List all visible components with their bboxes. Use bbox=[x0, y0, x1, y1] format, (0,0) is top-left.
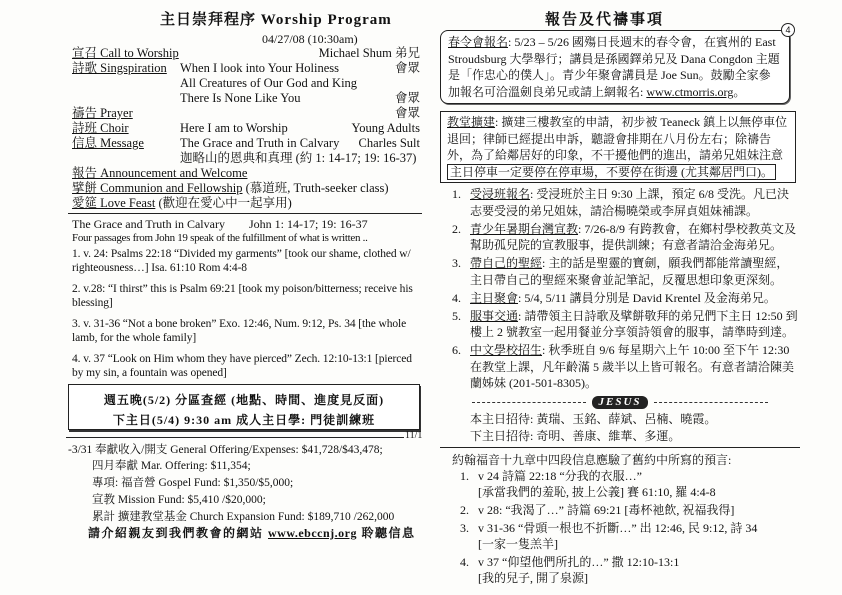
spring-retreat-text: : 5/23 – 5/26 國殤日長週末的春令會，在賓州的 East Stroudsburg 大學舉行；講員是孫國鐸弟兄及 Dana Congdon 主題是「作忠心的僕人」。青少年聚會講員是 Joe Sun。鼓勵全家參加報名可洽溫劍良弟兄或請上網報名: bbox=[448, 35, 780, 99]
item-lead: 中文學校招生 bbox=[470, 343, 543, 357]
program-row-announce bbox=[72, 166, 422, 181]
jesus-logo: JESUS bbox=[592, 396, 647, 409]
prophecy-item bbox=[460, 520, 795, 552]
item-text: : 5/4, 5/11 講員分別是 David Krentel 及金海弟兄。 bbox=[518, 290, 776, 305]
offering-line: -3/31 奉獻收入/開支 General Offering/Expenses: $41,728/$43,478; bbox=[68, 444, 383, 456]
website-invite bbox=[88, 524, 416, 541]
item-number: 4. bbox=[452, 290, 461, 305]
notice-box bbox=[68, 384, 420, 430]
sermon-notes-title: The Grace and Truth in Calvary bbox=[72, 217, 225, 231]
program-person: Young Adults bbox=[351, 121, 420, 135]
page-number-badge: 4 bbox=[781, 23, 795, 37]
announcement-item bbox=[448, 290, 798, 307]
prophecy-item bbox=[460, 502, 795, 518]
program-row-song-3 bbox=[72, 91, 422, 106]
church-expansion-box bbox=[440, 111, 796, 183]
sermon-point: 3. v. 31-36 “Not a bone broken” Exo. 12:46, Num. 9:12, Ps. 34 [the whole lamb, for the whole family] bbox=[72, 318, 407, 344]
item-number: 3. bbox=[452, 256, 461, 270]
expansion-lead: 教堂擴建 bbox=[447, 115, 496, 129]
item-number: 4. bbox=[460, 555, 469, 569]
retreat-website-link[interactable]: www.ctmorris.org bbox=[646, 84, 734, 99]
message-title: The Grace and Truth in Calvary bbox=[180, 136, 340, 150]
item-number: 5. bbox=[452, 308, 461, 323]
announcement-list bbox=[448, 186, 798, 393]
program-row-message bbox=[72, 136, 422, 151]
notice-line: 週五晚(5/2) 分區查經 (地點、時間、進度見反面) bbox=[103, 393, 385, 407]
program-label: 愛筵 Love Feast bbox=[72, 196, 156, 210]
worship-program-title: 主日崇拜程序 Worship Program bbox=[160, 12, 392, 28]
divider-dash bbox=[654, 402, 768, 403]
item-text: : 請帶領主日詩歌及擘餅敬拜的弟兄們下主日 12:50 到樓上 2 號教室一起用餐並分享領詩領會的服事，請準時到達。 bbox=[470, 308, 798, 339]
item-number: 2. bbox=[452, 221, 461, 236]
program-label: 詩班 Choir bbox=[72, 121, 129, 135]
parking-notice: 主日停車一定要停在停車場，不要停在街邊 (尤其鄰居門口)。 bbox=[447, 164, 776, 180]
message-title-zh: 迦略山的恩典和真理 (約 1: 14-17; 19: 16-37) bbox=[180, 151, 417, 165]
item-text: : 秋季班自 9/6 每星期六上午 10:00 至下午 12:30 在教堂上課，凡年齡滿 5 歲半以上皆可報名。有意者請洽陳美蘭姊妹 (201-501-8305)。 bbox=[470, 343, 795, 390]
program-person: 會眾 bbox=[394, 61, 420, 75]
sermon-notes-heading bbox=[72, 217, 368, 232]
prophecy-note: [承當我們的羞恥, 披上公義] 賽 61:10, 羅 4:4-8 bbox=[478, 485, 716, 499]
program-label: 信息 Message bbox=[72, 136, 144, 150]
program-note: (慕道班, Truth-seeker class) bbox=[242, 181, 389, 195]
expansion-text: : 擴建三樓教室的申請，初步被 Teaneck 鎮上以無停車位退回；律師已經提出申訴，聽證會排期在八月份左右；除禱告外，為了給鄰居好的印象，不干擾他們的進出，請弟兄姐妹注意 bbox=[447, 115, 788, 162]
program-person: Michael Shum 弟兄 bbox=[318, 46, 420, 60]
offering-line: 宣教 Mission Fund: $5,410 /$20,000; bbox=[92, 494, 266, 506]
sermon-point: 4. v. 37 “Look on Him whom they have pierced” Zech. 12:10-13:1 [pierced by my sin, a fountain was opened] bbox=[72, 353, 412, 379]
church-website-link[interactable]: www.ebccnj.org bbox=[268, 526, 357, 540]
announcement-item bbox=[448, 186, 798, 219]
spring-retreat-box bbox=[440, 30, 790, 104]
notice-line: 下主日(5/4) 9:30 am 成人主日學: 門徒訓練班 bbox=[112, 413, 376, 427]
announcement-item bbox=[448, 342, 798, 392]
item-number: 1. bbox=[452, 187, 461, 201]
prophecy-item bbox=[460, 468, 795, 500]
invite-text: 請介紹親友到我們教會的網站 bbox=[88, 526, 269, 540]
prophecy-line: v 28: “我渴了…” 詩篇 69:21 [毒杯祂飲, 祝福我得] bbox=[478, 503, 735, 517]
prophecy-line: v 31-36 “骨頭一根也不折斷…” 出 12:46, 民 9:12, 詩 34 bbox=[478, 521, 758, 535]
spring-retreat-lead: 春令會報名 bbox=[448, 35, 509, 49]
prophecy-heading: 約翰福音十九章中四段信息應驗了舊約中所寫的預言: bbox=[452, 453, 732, 467]
page-mark: 11/1 bbox=[405, 430, 423, 441]
program-person: 會眾 bbox=[394, 106, 420, 120]
item-text: : 受浸班於主日 9:30 上課，預定 6/8 受洗。凡已決志要受浸的弟兄姐妹，請洽楊曉榮或李屏貞姐妹補課。 bbox=[470, 187, 790, 218]
program-person: 會眾 bbox=[394, 91, 420, 105]
announcement-item bbox=[448, 255, 798, 288]
sermon-notes-ref: John 1: 14-17; 19: 16-37 bbox=[248, 217, 368, 231]
jesus-divider bbox=[472, 396, 768, 409]
program-label: 宣召 Call to Worship bbox=[72, 46, 179, 60]
sermon-point: 2. v.28: “I thirst” this is Psalm 69:21 [took my poison/bitterness; receive his blessing] bbox=[72, 283, 413, 309]
sermon-notes-intro: Four passages from John 19 speak of the fulfillment of what is written .. bbox=[72, 232, 368, 244]
spring-retreat-end: 。 bbox=[733, 84, 746, 99]
divider-dash bbox=[472, 402, 586, 403]
item-lead: 受浸班報名 bbox=[470, 187, 531, 201]
divider-line bbox=[66, 437, 404, 438]
prophecy-note: [我的兒子, 開了泉源] bbox=[478, 571, 588, 585]
program-label: 報告 Announcement and Welcome bbox=[72, 166, 248, 180]
offering-line: 專項: 福音營 Gospel Fund: $1,350/$5,000; bbox=[92, 477, 294, 489]
item-lead: 帶自己的聖經 bbox=[470, 256, 543, 270]
divider-line bbox=[440, 447, 800, 448]
divider-line bbox=[68, 213, 422, 214]
prophecy-line: v 37 “仰望他們所扎的…” 撒 12:10-13:1 bbox=[478, 555, 680, 569]
song-title: There Is None Like You bbox=[180, 91, 301, 105]
announcements-title: 報告及代禱事項 bbox=[545, 12, 665, 28]
item-text: : 主的話是聖靈的寶劍，願我們都能常讀聖經，主日帶自己的聖經來聚會並記筆記，反覆思想印象更深刻。 bbox=[470, 256, 789, 287]
prophecy-note: [一家一隻羔羊] bbox=[478, 537, 558, 551]
item-number: 2. bbox=[460, 503, 469, 517]
ushers-next-week: 下主日招待: 奇明、善康、維華、多運。 bbox=[470, 429, 681, 443]
offering-line: 累計 擴建教堂基金 Church Expansion Fund: $189,710 /262,000 bbox=[92, 511, 395, 523]
prophecy-item bbox=[460, 554, 795, 586]
announcement-item bbox=[448, 221, 798, 254]
program-row-call bbox=[72, 46, 422, 61]
item-number: 3. bbox=[460, 521, 469, 535]
program-note: (歡迎在愛心中一起享用) bbox=[155, 196, 292, 210]
program-row-love-feast bbox=[72, 196, 422, 211]
program-row-message-zh bbox=[72, 151, 422, 166]
program-row-song-2 bbox=[72, 76, 422, 91]
item-number: 1. bbox=[460, 469, 469, 483]
item-lead: 主日聚會 bbox=[470, 290, 519, 305]
program-row-communion bbox=[72, 181, 422, 196]
prophecy-list bbox=[460, 468, 795, 588]
invite-text-end: 聆聽信息 bbox=[357, 526, 416, 540]
ushers-this-week: 本主日招待: 黃瑞、玉銘、薛斌、呂楠、曉霞。 bbox=[470, 412, 717, 426]
program-person: Charles Sult bbox=[358, 136, 420, 150]
song-title: When I look into Your Holiness bbox=[180, 61, 340, 75]
prophecy-line: v 24 詩篇 22:18 “分我的衣服…” bbox=[478, 469, 642, 483]
offering-line: 四月奉獻 Mar. Offering: $11,354; bbox=[92, 460, 251, 472]
item-number: 6. bbox=[452, 343, 461, 357]
program-label: 擘餅 Communion and Fellowship bbox=[72, 181, 243, 195]
program-row-choir bbox=[72, 121, 422, 136]
sermon-point: 1. v. 24: Psalms 22:18 “Divided my garments” [took our shame, clothed w/ righteousness…] Isa. 61:10 Rom 4:4-8 bbox=[72, 248, 411, 274]
program-row-prayer bbox=[72, 106, 422, 121]
service-date: 04/27/08 (10:30am) bbox=[262, 32, 358, 46]
song-title: All Creatures of Our God and King bbox=[180, 76, 358, 90]
program-label: 詩歌 Singspiration bbox=[72, 61, 167, 75]
choir-song: Here I am to Worship bbox=[180, 121, 288, 135]
program-row-songs bbox=[72, 61, 422, 76]
item-lead: 青少年暑期台灣宣教 bbox=[470, 221, 579, 236]
announcement-item bbox=[448, 308, 798, 341]
item-lead: 服事交通 bbox=[470, 308, 519, 323]
program-label: 禱告 Prayer bbox=[72, 106, 133, 120]
item-text: : 7/26-8/9 有跨教會，在鄉村學校教英文及幫助孤兒院的宣教服事，提供訓練；有意者請洽金海弟兄。 bbox=[470, 221, 797, 252]
